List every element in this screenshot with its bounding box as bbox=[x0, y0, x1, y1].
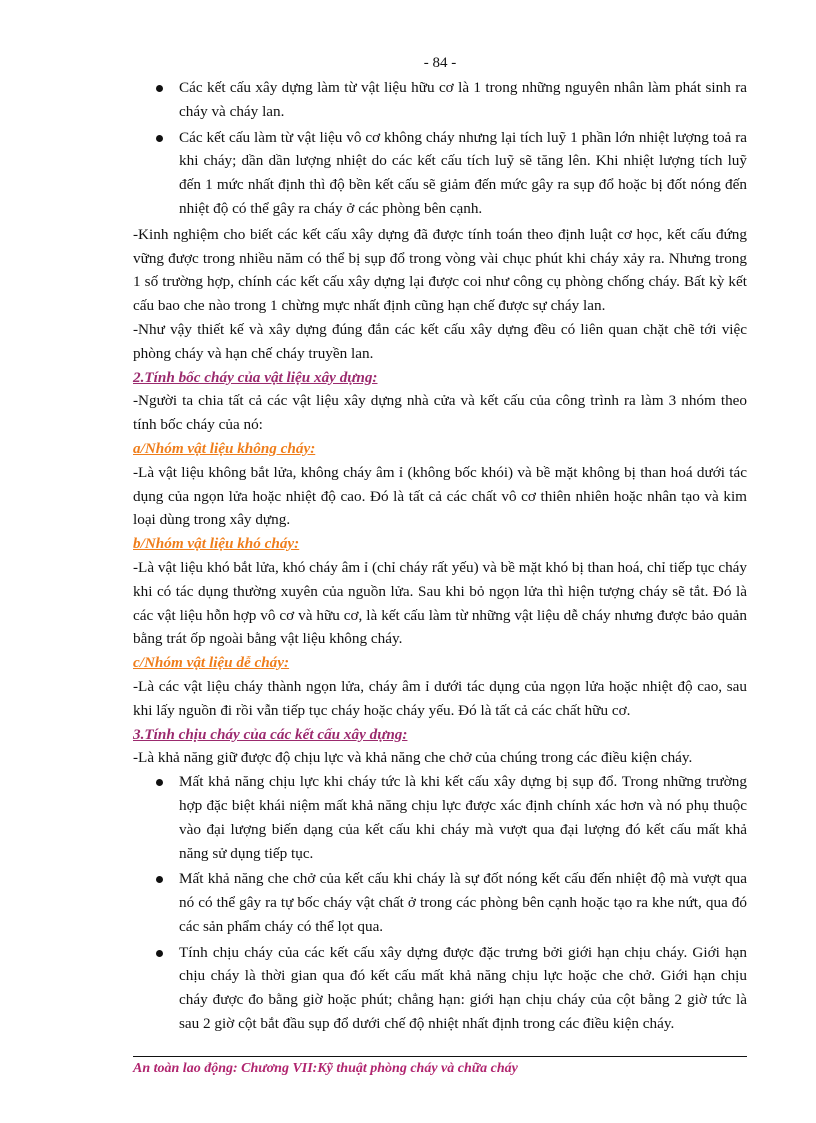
list-item-text: Mất khả năng chịu lực khi cháy tức là khi kết cấu xây dựng bị sụp đổ. Trong những trường hợp đặc biệt khái niệm mất khả năng chịu lực được xác định chính xác hơn và nó phụ thuộc vào đại lượng biến dạng của kết cấu khi cháy mà vượt qua đại lượng đó kết cấu mất khả năng sử dụng tiếp tục. bbox=[179, 773, 747, 862]
section-3-intro: -Là khả năng giữ được độ chịu lực và khả năng che chở của chúng trong các điều kiện cháy. bbox=[133, 749, 693, 767]
bullet-icon bbox=[156, 876, 163, 883]
group-a-text: -Là vật liệu không bắt lửa, không cháy âm ỉ (không bốc khói) và bề mặt không bị than hoá dưới tác dụng của ngọn lửa hoặc nhiệt độ cao. Đó là tất cả các chất vô cơ thiên nhiên hoặc nhân tạo và kim loại dùng trong xây dựng. bbox=[133, 463, 747, 529]
paragraph-experience: -Kinh nghiệm cho biết các kết cấu xây dựng đã được tính toán theo định luật cơ học, kết cấu đứng vững được trong nhiều năm có thể bị sụp đổ trong vòng vài chục phút khi cháy xảy ra. Nhưng trong 1 số trường hợp, chính các kết cấu xây dựng lại được coi như công cụ phòng chống cháy. Bất kỳ kết cấu bao che nào trong 1 chừng mực nhất định cũng hạn chế được sự cháy lan. bbox=[133, 225, 747, 315]
footer-divider bbox=[133, 1056, 747, 1057]
bullet-icon bbox=[156, 85, 163, 92]
section-2-intro: -Người ta chia tất cả các vật liệu xây dựng nhà cửa và kết cấu của công trình ra làm 3 nhóm theo tính bốc cháy của nó: bbox=[133, 392, 747, 434]
bullet-icon bbox=[156, 779, 163, 786]
list-item bbox=[133, 941, 747, 1036]
list-item-text: Các kết cấu xây dựng làm từ vật liệu hữu cơ là 1 trong những nguyên nhân làm phát sinh ra cháy và cháy lan. bbox=[179, 79, 747, 120]
group-b-heading: b/Nhóm vật liệu khó cháy: bbox=[133, 535, 300, 553]
group-c-heading: c/Nhóm vật liệu dễ cháy: bbox=[133, 654, 290, 672]
list-item-text: Mất khả năng che chở của kết cấu khi cháy là sự đốt nóng kết cấu đến nhiệt độ mà vượt qua nó có thể gây ra tự bốc cháy vật chất ở trong các phòng bên cạnh hoặc tạo ra khe nứt, qua đó các sản phẩm cháy có thể lọt qua. bbox=[179, 870, 747, 935]
bullet-list-fire-resistance bbox=[133, 770, 747, 1036]
list-item bbox=[133, 126, 747, 221]
bullet-list-organic bbox=[133, 76, 747, 221]
bullet-icon bbox=[156, 950, 163, 957]
group-a-heading: a/Nhóm vật liệu không cháy: bbox=[133, 439, 316, 457]
list-item bbox=[133, 76, 747, 124]
list-item-text: Các kết cấu làm từ vật liệu vô cơ không cháy nhưng lại tích luỹ 1 phần lớn nhiệt lượng toả ra khi cháy; dần dần lượng nhiệt do các kết cấu tích luỹ sẽ tăng lên. Khi nhiệt lượng tích luỹ đến 1 mức nhất định thì độ bền kết cấu sẽ giảm đến mức gây ra sụp đổ hoặc bị đốt nóng đến nhiệt độ có thể gây ra cháy ở các phòng bên cạnh. bbox=[179, 128, 747, 217]
document-page bbox=[133, 54, 747, 1038]
page-footer: An toàn lao động: Chương VII:Kỹ thuật phòng cháy và chữa cháy bbox=[133, 1061, 518, 1076]
bullet-icon bbox=[156, 135, 163, 142]
page-number: - 84 - bbox=[423, 55, 457, 71]
list-item-text: Tính chịu cháy của các kết cấu xây dựng được đặc trưng bởi giới hạn chịu cháy. Giới hạn chịu cháy là thời gian qua đó kết cấu mất khả năng chịu lực hoặc che chở. Giới hạn chịu cháy được đo bằng giờ hoặc phút; chẳng hạn: giới hạn chịu cháy của cột bằng 2 giờ tức là sau 2 giờ cột bắt đầu sụp đổ dưới chế độ nhiệt nhất định trong các điều kiện cháy. bbox=[179, 943, 747, 1033]
section-3-heading: 3.Tính chịu cháy của các kết cấu xây dựng: bbox=[133, 725, 408, 743]
group-b-text: -Là vật liệu khó bắt lửa, khó cháy âm ỉ (chỉ cháy rất yếu) và bề mặt khó bị than hoá, chỉ tiếp tục cháy khi có tác dụng thường xuyên của nguồn lửa. Sau khi bỏ ngọn lửa thì hiện tượng cháy sẽ tắt. Đó là các vật liệu hỗn hợp vô cơ và hữu cơ, là kết cấu làm từ những vật liệu dễ cháy nhưng được bảo quản bằng trát ốp ngoài bằng vật liệu không cháy. bbox=[133, 558, 747, 648]
list-item bbox=[133, 770, 747, 865]
section-2-heading: 2.Tính bốc cháy của vật liệu xây dựng: bbox=[133, 368, 378, 386]
group-c-text: -Là các vật liệu cháy thành ngọn lửa, cháy âm ỉ dưới tác dụng của ngọn lửa hoặc nhiệt độ cao, sau khi lấy nguồn đi rồi vẫn tiếp tục cháy hoặc cháy yếu. Đó là tất cả các chất hữu cơ. bbox=[133, 677, 747, 719]
list-item bbox=[133, 867, 747, 938]
paragraph-design: -Như vậy thiết kế và xây dựng đúng đắn các kết cấu xây dựng đều có liên quan chặt chẽ tới việc phòng cháy và hạn chế cháy truyền lan. bbox=[133, 320, 747, 362]
